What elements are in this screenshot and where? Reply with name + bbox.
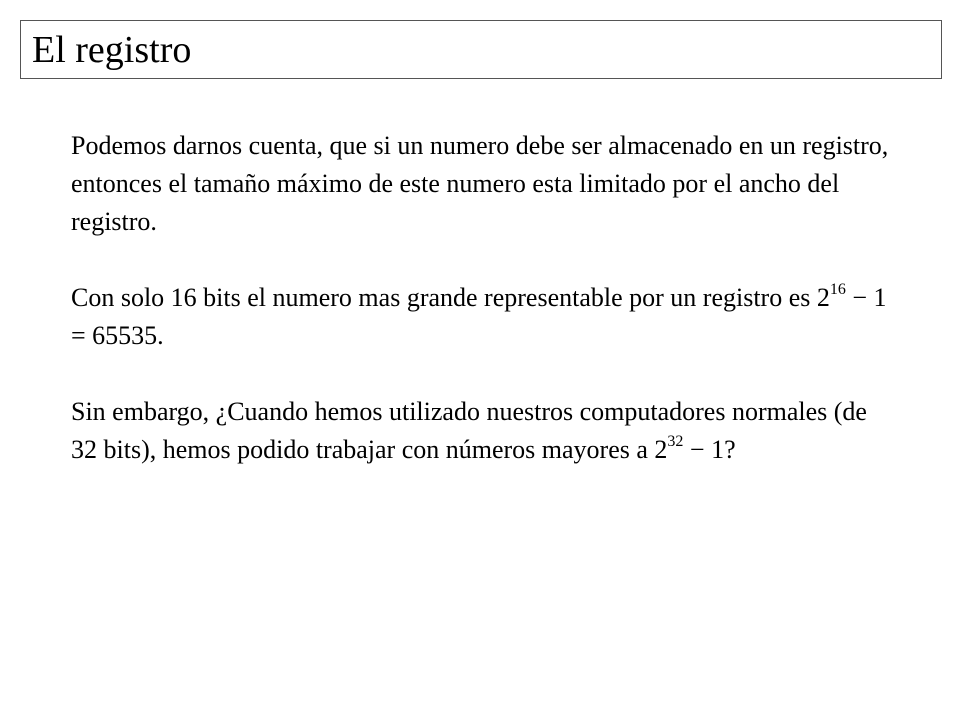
paragraph-16-bits-text: Con solo 16 bits el numero mas grande representable por un registro es 2 [71,283,830,312]
paragraph-32-bits-text: Sin embargo, ¿Cuando hemos utilizado nuestros computadores normales (de 32 bits), hemos podido trabajar con números mayores a 2 [71,397,867,464]
title-box [20,20,942,79]
slide-body [71,127,891,469]
paragraph-32-bits-result: − 1? [683,435,736,464]
paragraph-register-limit: Podemos darnos cuenta, que si un numero debe ser almacenado en un registro, entonces el tamaño máximo de este numero esta limitado por el ancho del registro. [71,131,889,236]
paragraph-32-bits-question [71,393,891,469]
exponent-32: 32 [667,433,684,451]
paragraph-16-bits-result: − 1 = 65535. [71,283,887,350]
exponent-16: 16 [829,281,846,299]
slide-title: El registro [32,29,192,71]
paragraph-16-bits [71,279,891,355]
